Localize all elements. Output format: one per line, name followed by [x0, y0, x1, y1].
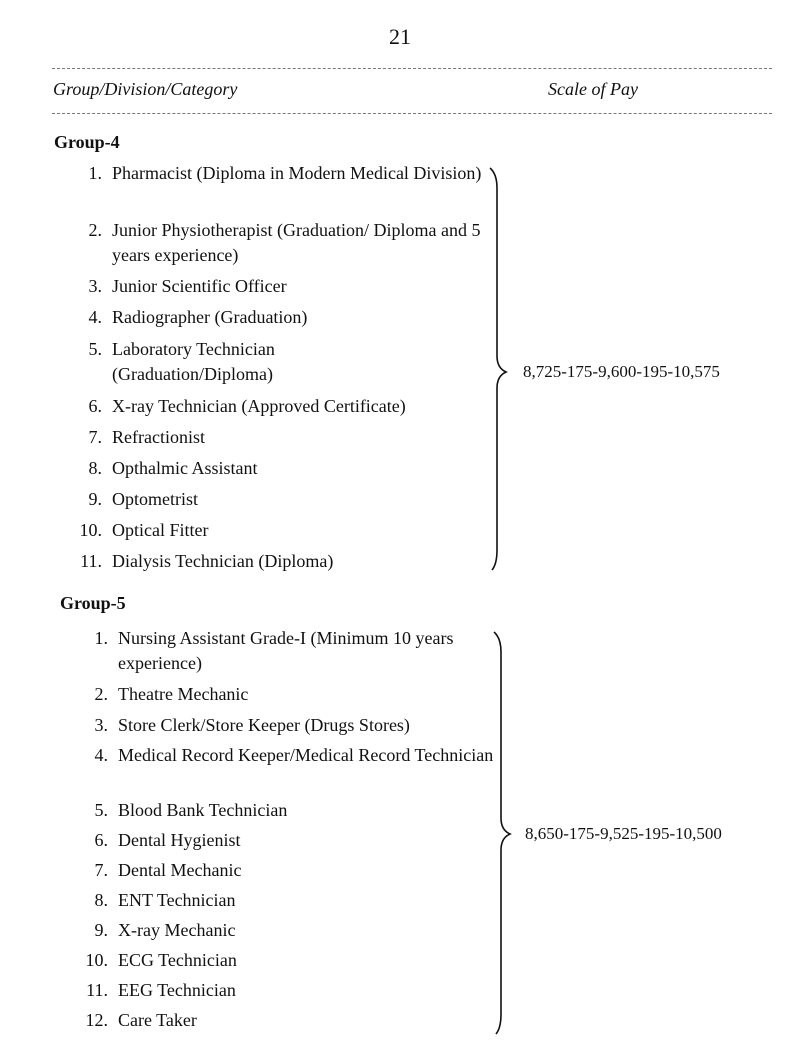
item-text: X-ray Technician (Approved Certificate): [112, 396, 406, 416]
item-number: 7.: [88, 427, 102, 447]
header-bottom-rule: [52, 113, 772, 114]
item-number: 2.: [94, 684, 108, 704]
group-4-item: [88, 218, 492, 268]
item-text: Opthalmic Assistant: [112, 458, 258, 478]
item-number: 6.: [94, 830, 108, 850]
item-number: 6.: [88, 396, 102, 416]
item-number: 10.: [85, 950, 108, 970]
item-text: ECG Technician: [118, 950, 237, 970]
item-number: 5.: [94, 800, 108, 820]
item-text: EEG Technician: [118, 980, 236, 1000]
item-number: 7.: [94, 860, 108, 880]
item-text: Nursing Assistant Grade-I (Minimum 10 years experience): [118, 628, 454, 673]
group-5-item: [85, 948, 498, 973]
group-4-item: [88, 487, 492, 512]
item-number: 8.: [94, 890, 108, 910]
group-5-item: [85, 1008, 498, 1033]
item-text: Radiographer (Graduation): [112, 307, 308, 327]
item-text: Laboratory Technician (Graduation/Diploma): [112, 339, 275, 384]
column-header-category: Group/Division/Category: [53, 79, 238, 99]
group-4-item: [88, 161, 492, 186]
item-text: X-ray Mechanic: [118, 920, 236, 940]
item-number: 1.: [94, 628, 108, 648]
group-5-item: [94, 798, 498, 823]
item-number: 1.: [88, 163, 102, 183]
item-number: 3.: [94, 715, 108, 735]
group-5-item: [94, 888, 498, 913]
item-number: 3.: [88, 276, 102, 296]
item-text: Junior Scientific Officer: [112, 276, 287, 296]
item-number: 2.: [88, 220, 102, 240]
group-5-heading: Group-5: [60, 593, 126, 613]
item-text: ENT Technician: [118, 890, 236, 910]
item-text: Dialysis Technician (Diploma): [112, 551, 334, 571]
group-4-item: [88, 456, 492, 481]
group-4-item: [88, 337, 332, 387]
group-4-item: [88, 274, 492, 299]
item-number: 8.: [88, 458, 102, 478]
page-number: 21: [389, 24, 411, 49]
group-4-item: [80, 549, 492, 574]
item-text: Pharmacist (Diploma in Modern Medical Division): [112, 163, 482, 183]
item-number: 12.: [85, 1010, 108, 1030]
group-5-item: [86, 978, 498, 1003]
header-top-rule: [52, 68, 772, 69]
item-text: Dental Hygienist: [118, 830, 241, 850]
group-5-item: [94, 743, 498, 768]
group-5-item: [94, 713, 498, 738]
item-text: Refractionist: [112, 427, 205, 447]
item-number: 4.: [88, 307, 102, 327]
item-text: Theatre Mechanic: [118, 684, 249, 704]
item-text: Blood Bank Technician: [118, 800, 288, 820]
column-header-scale-of-pay: Scale of Pay: [548, 79, 638, 99]
item-text: Dental Mechanic: [118, 860, 242, 880]
item-number: 5.: [88, 339, 102, 359]
item-number: 9.: [94, 920, 108, 940]
item-number: 10.: [79, 520, 102, 540]
item-text: Optometrist: [112, 489, 198, 509]
item-text: Store Clerk/Store Keeper (Drugs Stores): [118, 715, 410, 735]
group-4-brace: [484, 166, 514, 571]
item-number: 4.: [94, 745, 108, 765]
group-4-item: [88, 425, 492, 450]
group-5-brace: [488, 630, 518, 1035]
group-4-pay-scale: 8,725-175-9,600-195-10,575: [523, 362, 720, 381]
group-4-item: [88, 305, 492, 330]
group-5-item: [94, 682, 498, 707]
group-4-item: [88, 394, 492, 419]
item-number: 9.: [88, 489, 102, 509]
item-text: Junior Physiotherapist (Graduation/ Diploma and 5 years experience): [112, 220, 481, 265]
group-5-pay-scale: 8,650-175-9,525-195-10,500: [525, 824, 722, 843]
item-text: Care Taker: [118, 1010, 197, 1030]
item-text: Optical Fitter: [112, 520, 209, 540]
group-4-heading: Group-4: [54, 132, 120, 152]
group-5-item: [94, 858, 498, 883]
item-number: 11.: [80, 551, 102, 571]
group-5-item: [94, 918, 498, 943]
group-5-item: [94, 626, 498, 676]
group-5-item: [94, 828, 498, 853]
item-number: 11.: [86, 980, 108, 1000]
group-4-item: [79, 518, 492, 543]
item-text: Medical Record Keeper/Medical Record Technician: [118, 745, 494, 765]
